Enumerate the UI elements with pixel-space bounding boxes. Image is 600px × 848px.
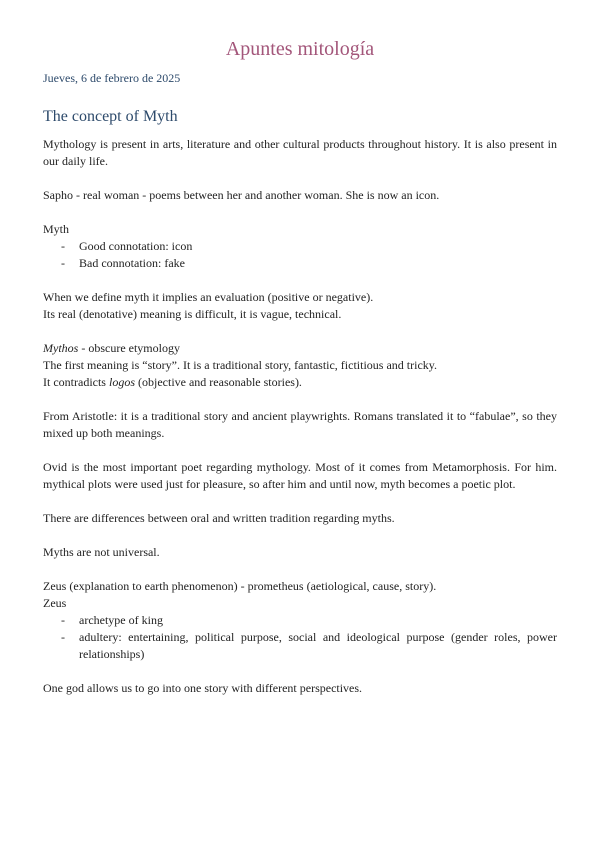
list-item-text: Bad connotation: fake — [79, 256, 185, 270]
paragraph-mythos — [43, 340, 557, 391]
mythos-rest: - obscure etymology — [78, 341, 180, 355]
paragraph-definition — [43, 289, 557, 323]
first-meaning-line: The first meaning is “story”. It is a traditional story, fantastic, fictitious and tricky. — [43, 358, 438, 372]
list-item — [43, 255, 557, 272]
logos-line — [43, 374, 557, 391]
list-item — [43, 238, 557, 255]
zeus-label: Zeus — [43, 596, 67, 610]
mythos-line — [43, 340, 557, 357]
document-title: Apuntes mitología — [225, 38, 375, 60]
paragraph-not-universal: Myths are not universal. — [43, 545, 160, 559]
zeus-list — [43, 612, 557, 663]
list-item-text: Good connotation: icon — [79, 239, 193, 253]
dash-bullet: - — [61, 613, 65, 627]
logos-term: logos — [108, 375, 135, 389]
dash-bullet: - — [61, 239, 65, 253]
paragraph-tradition: There are differences between oral and written tradition regarding myths. — [43, 511, 395, 525]
dash-bullet: - — [61, 256, 65, 270]
list-item-text: archetype of king — [79, 613, 163, 627]
paragraph-ovid: Ovid is the most important poet regarding mythology. Most of it comes from Metamorphosis. For him. mythical plots were used just for pleasure, so after him and until now, myth becomes a poetic plot. — [43, 460, 557, 491]
paragraph-sapho: Sapho - real woman - poems between her and another woman. She is now an icon. — [43, 188, 440, 202]
logos-prefix: It contradicts — [43, 375, 109, 389]
logos-suffix: (objective and reasonable stories). — [135, 375, 302, 389]
paragraph-one-god: One god allows us to go into one story with different perspectives. — [43, 681, 363, 695]
definition-line-2: Its real (denotative) meaning is difficult, it is vague, technical. — [43, 307, 342, 321]
list-item-text: adultery: entertaining, political purpose, social and ideological purpose (gender roles, power relationships) — [79, 630, 557, 661]
list-item — [43, 612, 557, 629]
mythos-term: Mythos — [43, 341, 79, 355]
paragraph-aristotle: From Aristotle: it is a traditional story and ancient playwrights. Romans translated it to “fabulae”, so they mixed up both meanings. — [43, 409, 557, 440]
definition-line-1: When we define myth it implies an evaluation (positive or negative). — [43, 290, 374, 304]
myth-label: Myth — [43, 222, 70, 236]
list-item — [43, 629, 557, 663]
zeus-prometheus-line: Zeus (explanation to earth phenomenon) - prometheus (aetiological, cause, story). — [43, 579, 437, 593]
document-date: Jueves, 6 de febrero de 2025 — [43, 71, 181, 85]
paragraph-mythology-presence: Mythology is present in arts, literature and other cultural products throughout history. It is also present in our daily life. — [43, 137, 557, 168]
myth-connotation-list — [43, 238, 557, 272]
document-body — [43, 136, 557, 714]
dash-bullet: - — [61, 630, 65, 644]
section-heading: The concept of Myth — [43, 108, 178, 125]
